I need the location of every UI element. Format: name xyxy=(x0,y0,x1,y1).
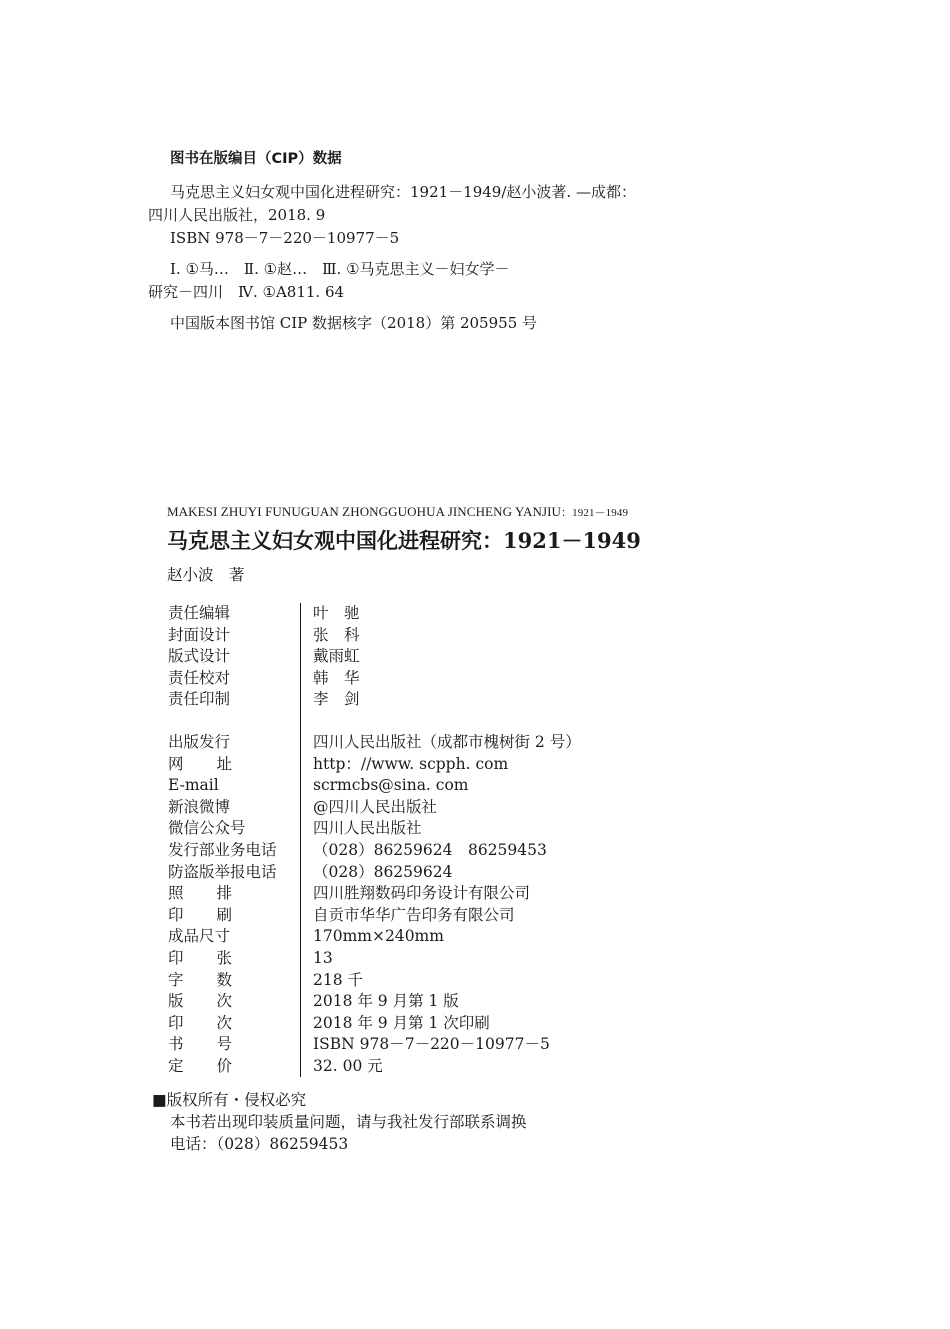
author: 赵小波 著 xyxy=(167,566,245,584)
quality-notice: 本书若出现印装质量问题，请与我社发行部联系调换 xyxy=(170,1113,527,1131)
credit-label-spread xyxy=(168,754,232,776)
credit-label xyxy=(168,754,300,776)
credit-row xyxy=(168,775,581,797)
credit-value: 四川胜翔数码印务设计有限公司 xyxy=(300,883,530,905)
credit-label-char: 次 xyxy=(216,1013,232,1032)
credit-value: 戴雨虹 xyxy=(300,646,360,668)
credit-label-char: 数 xyxy=(216,970,232,989)
credit-label: 防盗版举报电话 xyxy=(168,862,277,881)
credit-value: 13 xyxy=(300,948,333,970)
credit-row xyxy=(168,646,581,668)
credit-row xyxy=(168,948,581,970)
credit-label-char: 定 xyxy=(168,1056,184,1075)
credit-row xyxy=(168,926,581,948)
credit-label: 新浪微博 xyxy=(168,797,231,816)
credit-value: 2018 年 9 月第 1 次印刷 xyxy=(300,1013,490,1035)
credit-label-char: 版 xyxy=(168,992,184,1011)
credit-row xyxy=(168,797,581,819)
credit-row xyxy=(168,905,581,927)
credit-value: 32. 00 元 xyxy=(300,1056,383,1078)
credit-label-char: 价 xyxy=(216,1056,232,1075)
credit-label: 出版发行 xyxy=(168,732,231,751)
credit-label xyxy=(168,1056,300,1078)
credit-row xyxy=(168,689,581,711)
credits-group-staff xyxy=(168,603,581,711)
credit-label xyxy=(168,883,300,905)
credit-label: 封面设计 xyxy=(168,625,231,644)
credit-label xyxy=(168,991,300,1013)
credit-value: http：//www. scpph. com xyxy=(300,754,508,776)
credit-value: @四川人民出版社 xyxy=(300,797,437,819)
cip-classification: Ⅰ. ①马… Ⅱ. ①赵… Ⅲ. ①马克思主义－妇女学－ xyxy=(170,260,510,278)
credit-value: 170mm×240mm xyxy=(300,926,444,948)
credit-label-spread xyxy=(168,991,232,1013)
credit-label-char: 字 xyxy=(168,970,184,989)
credit-label-spread xyxy=(168,905,232,927)
pinyin-title xyxy=(167,503,867,522)
credit-value: （028）86259624 xyxy=(300,862,452,884)
credit-label-spread xyxy=(168,1034,232,1056)
credits-spacer xyxy=(168,711,581,732)
credit-row xyxy=(168,1056,581,1078)
credit-row xyxy=(168,603,581,625)
credit-value: 218 千 xyxy=(300,970,363,992)
credit-value: ISBN 978－7－220－10977－5 xyxy=(300,1034,550,1056)
credit-label: 责任印制 xyxy=(168,690,231,709)
cip-classification-cont: 研究－四川 Ⅳ. ①A811. 64 xyxy=(148,283,345,301)
credit-row xyxy=(168,883,581,905)
copyright-line: ■版权所有・侵权必究 xyxy=(152,1091,307,1109)
credit-label-spread xyxy=(168,970,232,992)
credit-label-char: 号 xyxy=(216,1035,232,1054)
credit-row xyxy=(168,625,581,647)
credit-row xyxy=(168,862,581,884)
credit-label-spread xyxy=(168,1013,232,1035)
credit-label: 版式设计 xyxy=(168,647,231,666)
credit-label: 微信公众号 xyxy=(168,819,246,838)
credit-value: （028）86259624 86259453 xyxy=(300,840,547,862)
credit-row xyxy=(168,668,581,690)
credit-value: 张 科 xyxy=(300,625,360,647)
credit-label-char: 排 xyxy=(216,884,232,903)
credit-row xyxy=(168,840,581,862)
copyright-footer xyxy=(152,1089,527,1155)
pinyin-title-text: MAKESI ZHUYI FUNUGUAN ZHONGGUOHUA JINCHENG YANJIU xyxy=(167,504,562,519)
credit-value: 自贡市华华广告印务有限公司 xyxy=(300,905,515,927)
credit-row xyxy=(168,1013,581,1035)
credit-label: 发行部业务电话 xyxy=(168,840,277,859)
credit-label xyxy=(168,1034,300,1056)
credit-value: 2018 年 9 月第 1 版 xyxy=(300,991,459,1013)
credit-row xyxy=(168,970,581,992)
credit-value: scrmcbs@sina. com xyxy=(300,775,469,797)
credit-row xyxy=(168,818,581,840)
title-block xyxy=(167,503,867,586)
credit-label xyxy=(168,1013,300,1035)
credit-label-char: 网 xyxy=(168,754,184,773)
credit-label: 责任编辑 xyxy=(168,604,231,622)
credit-label-char: 书 xyxy=(168,1035,184,1054)
credit-label xyxy=(168,905,300,927)
credit-value: 李 剑 xyxy=(300,689,360,711)
cip-data-block xyxy=(148,148,708,335)
credit-row xyxy=(168,1034,581,1056)
credit-value: 四川人民出版社（成都市槐树街 2 号） xyxy=(300,732,581,754)
cip-isbn: ISBN 978－7－220－10977－5 xyxy=(170,229,400,247)
credit-value: 叶 驰 xyxy=(300,603,360,625)
credit-label-char: 张 xyxy=(216,948,232,967)
credit-label xyxy=(168,970,300,992)
credit-label-char: 次 xyxy=(216,992,232,1011)
credit-label-char: 照 xyxy=(168,884,184,903)
credits-group-publishing xyxy=(168,732,581,1078)
credit-row xyxy=(168,754,581,776)
credit-label-char: 印 xyxy=(168,905,184,924)
credit-label-spread xyxy=(168,883,232,905)
credit-label xyxy=(168,948,300,970)
credit-row xyxy=(168,991,581,1013)
credit-label-spread xyxy=(168,1056,232,1078)
credit-value: 四川人民出版社 xyxy=(300,818,422,840)
credit-label-char: 印 xyxy=(168,948,184,967)
credit-value: 韩 华 xyxy=(300,668,360,690)
credit-label-spread xyxy=(168,948,232,970)
cip-line: 马克思主义妇女观中国化进程研究：1921－1949/赵小波著. —成都： xyxy=(170,183,636,201)
credit-label-char: 印 xyxy=(168,1013,184,1032)
contact-phone: 电话：（028）86259453 xyxy=(170,1135,349,1153)
credit-label: 成品尺寸 xyxy=(168,927,231,946)
credit-label: 责任校对 xyxy=(168,668,231,687)
credit-row xyxy=(168,732,581,754)
book-title: 马克思主义妇女观中国化进程研究：1921－1949 xyxy=(167,528,641,553)
cip-line: 四川人民出版社，2018. 9 xyxy=(148,206,326,224)
credits-table xyxy=(168,603,581,1077)
pinyin-title-years: ：1921－1949 xyxy=(561,507,629,519)
cip-record-number: 中国版本图书馆 CIP 数据核字（2018）第 205955 号 xyxy=(170,314,538,332)
credit-label-char: 刷 xyxy=(216,905,232,924)
credit-label: E-mail xyxy=(168,776,219,795)
credit-label-char: 址 xyxy=(216,754,232,773)
cip-heading: 图书在版编目（CIP）数据 xyxy=(170,151,342,167)
